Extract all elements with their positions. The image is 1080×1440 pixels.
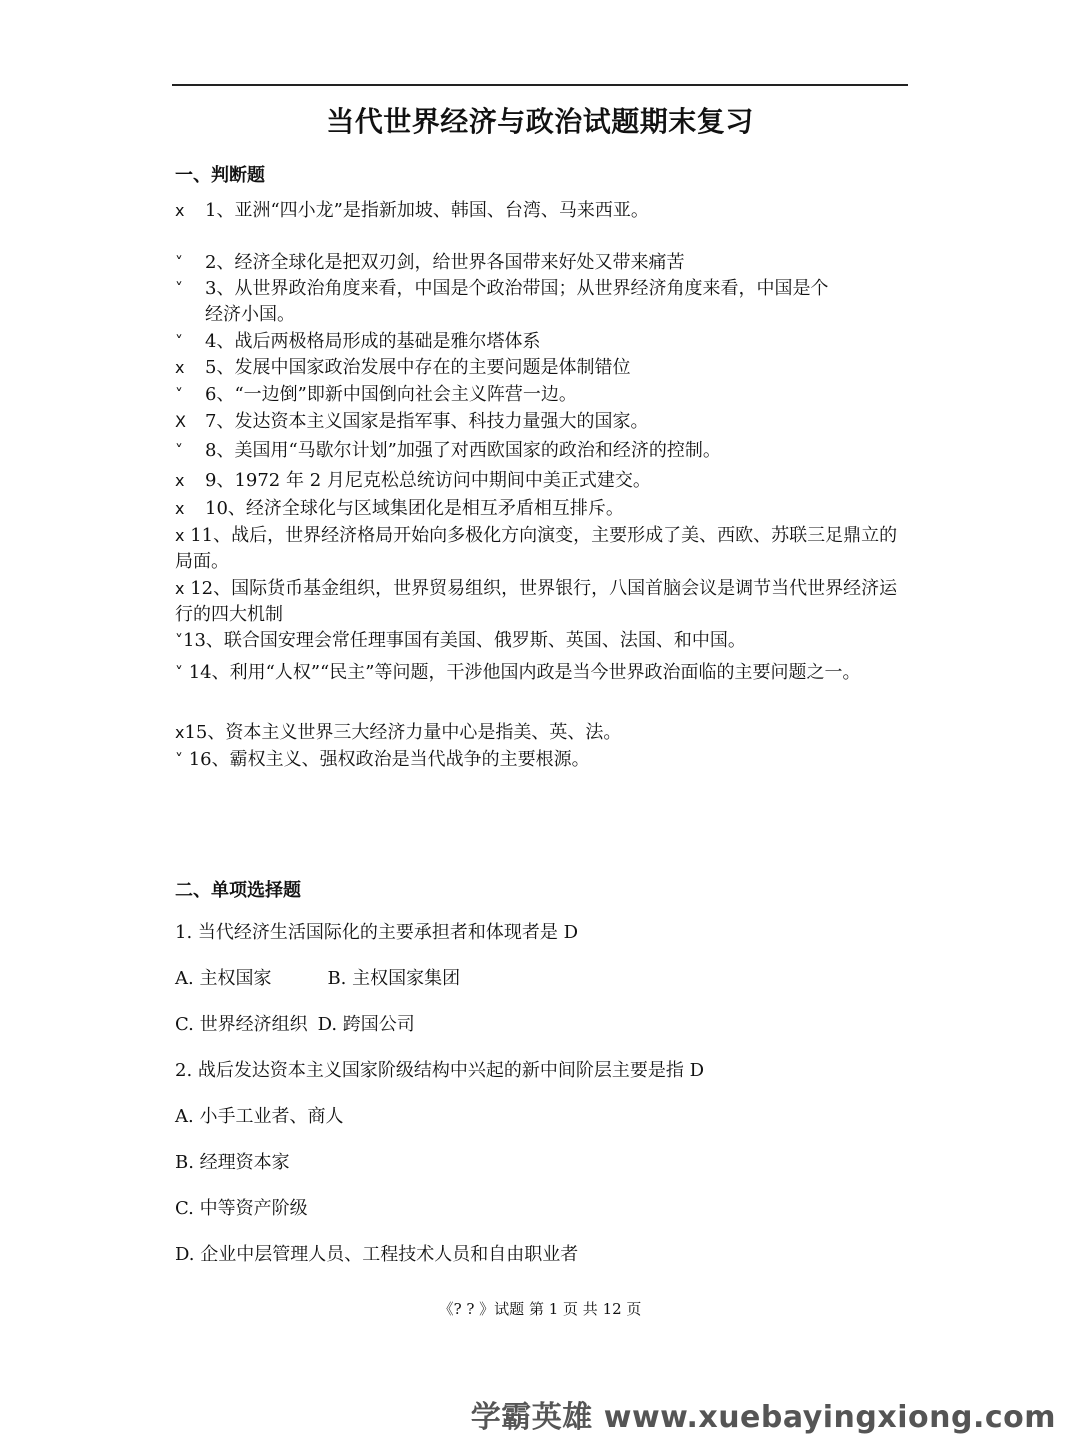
answer-mark: ˅	[175, 279, 183, 298]
answer-mark: x	[175, 499, 185, 518]
answer-mark: x	[175, 723, 185, 742]
document-title: 当代世界经济与政治试题期末复习	[326, 105, 754, 138]
tf-item-14	[175, 657, 910, 688]
question-text: 8、美国用“马歇尔计划”加强了对西欧国家的政治和经济的控制。	[205, 440, 721, 461]
question-text: 3、从世界政治角度来看，中国是个政治带国；从世界经济角度来看，中国是个	[205, 278, 829, 299]
q1-options-cd	[175, 1012, 910, 1038]
answer-mark: ˅	[175, 631, 183, 650]
q2-option-b: B. 经理资本家	[175, 1152, 290, 1173]
question-text: 13、联合国安理会常任理事国有美国、俄罗斯、英国、法国、和中国。	[183, 630, 746, 651]
answer-mark: X	[175, 412, 186, 431]
question-text: 1、亚洲“四小龙”是指新加坡、韩国、台湾、马来西亚。	[205, 200, 649, 221]
tf-item-13	[175, 628, 910, 654]
q2-option-c: C. 中等资产阶级	[175, 1198, 308, 1219]
answer-mark: ˅	[175, 332, 183, 351]
question-text: 9、1972 年 2 月尼克松总统访问中期间中美正式建交。	[205, 470, 651, 491]
answer-mark: x	[175, 201, 185, 220]
tf-item-8	[175, 438, 910, 464]
question-text: 4、战后两极格局形成的基础是雅尔塔体系	[205, 331, 541, 352]
q2-stem: 2. 战后发达资本主义国家阶级结构中兴起的新中间阶层主要是指 D	[175, 1060, 705, 1081]
tf-item-12	[175, 576, 910, 628]
answer-mark: ˅	[175, 441, 183, 460]
question-text: 11、战后，世界经济格局开始向多极化方向演变，主要形成了美、西欧、苏联三足鼎立的局面。	[175, 525, 898, 572]
question-text: 2、经济全球化是把双刃剑，给世界各国带来好处又带来痛苦	[205, 252, 685, 273]
answer-mark: x	[175, 358, 185, 377]
site-watermark: 学霸英雄 www.xuebayingxiong.com	[470, 1400, 1056, 1435]
question-text: 14、利用“人权”“民主”等问题，干涉他国内政是当今世界政治面临的主要问题之一。	[188, 662, 861, 683]
tf-item-1	[175, 198, 910, 224]
section-heading-true-false: 一、判断题	[175, 165, 265, 186]
tf-item-16	[175, 747, 910, 773]
question-text: 16、霸权主义、强权政治是当代战争的主要根源。	[188, 749, 590, 770]
q1-stem: 1. 当代经济生活国际化的主要承担者和体现者是 D	[175, 922, 579, 943]
answer-mark: ˅	[175, 253, 183, 272]
question-text-continued: 经济小国。	[205, 304, 295, 325]
section-heading-single-choice: 二、单项选择题	[175, 880, 301, 901]
answer-mark: ˅	[175, 750, 183, 769]
tf-item-3	[175, 276, 910, 328]
q1-option-a: A. 主权国家	[175, 968, 272, 989]
q2-option-a: A. 小手工业者、商人	[175, 1106, 344, 1127]
tf-item-7	[175, 409, 910, 435]
question-text: 10、经济全球化与区域集团化是相互矛盾相互排斥。	[205, 498, 624, 519]
tf-item-9	[175, 468, 910, 494]
q1-option-d: D. 跨国公司	[317, 1014, 415, 1035]
q1-option-c: C. 世界经济组织	[175, 1014, 308, 1035]
answer-mark: ˅	[175, 663, 183, 682]
q2-option-d: D. 企业中层管理人员、工程技术人员和自由职业者	[175, 1244, 579, 1265]
question-text: 5、发展中国家政治发展中存在的主要问题是体制错位	[205, 357, 631, 378]
tf-item-11	[175, 523, 910, 575]
tf-item-5	[175, 355, 910, 381]
answer-mark: x	[175, 471, 185, 490]
answer-mark: x	[175, 579, 185, 598]
question-text: 12、国际货币基金组织，世界贸易组织，世界银行，八国首脑会议是调节当代世界经济运行的四大机制	[175, 578, 898, 625]
page-footer: 《? ? 》试题 第 1 页 共 12 页	[438, 1300, 642, 1318]
q1-options-ab	[175, 966, 910, 992]
header-rule	[172, 84, 908, 86]
tf-item-15	[175, 720, 910, 746]
question-text: 15、资本主义世界三大经济力量中心是指美、英、法。	[184, 722, 622, 743]
tf-item-10	[175, 496, 910, 522]
tf-item-2	[175, 250, 910, 276]
answer-mark: x	[175, 526, 185, 545]
tf-item-4	[175, 329, 910, 355]
tf-item-6	[175, 382, 910, 408]
question-text: 6、“一边倒”即新中国倒向社会主义阵营一边。	[205, 384, 577, 405]
question-text: 7、发达资本主义国家是指军事、科技力量强大的国家。	[205, 411, 649, 432]
answer-mark: ˅	[175, 385, 183, 404]
q1-option-b: B. 主权国家集团	[327, 968, 461, 989]
